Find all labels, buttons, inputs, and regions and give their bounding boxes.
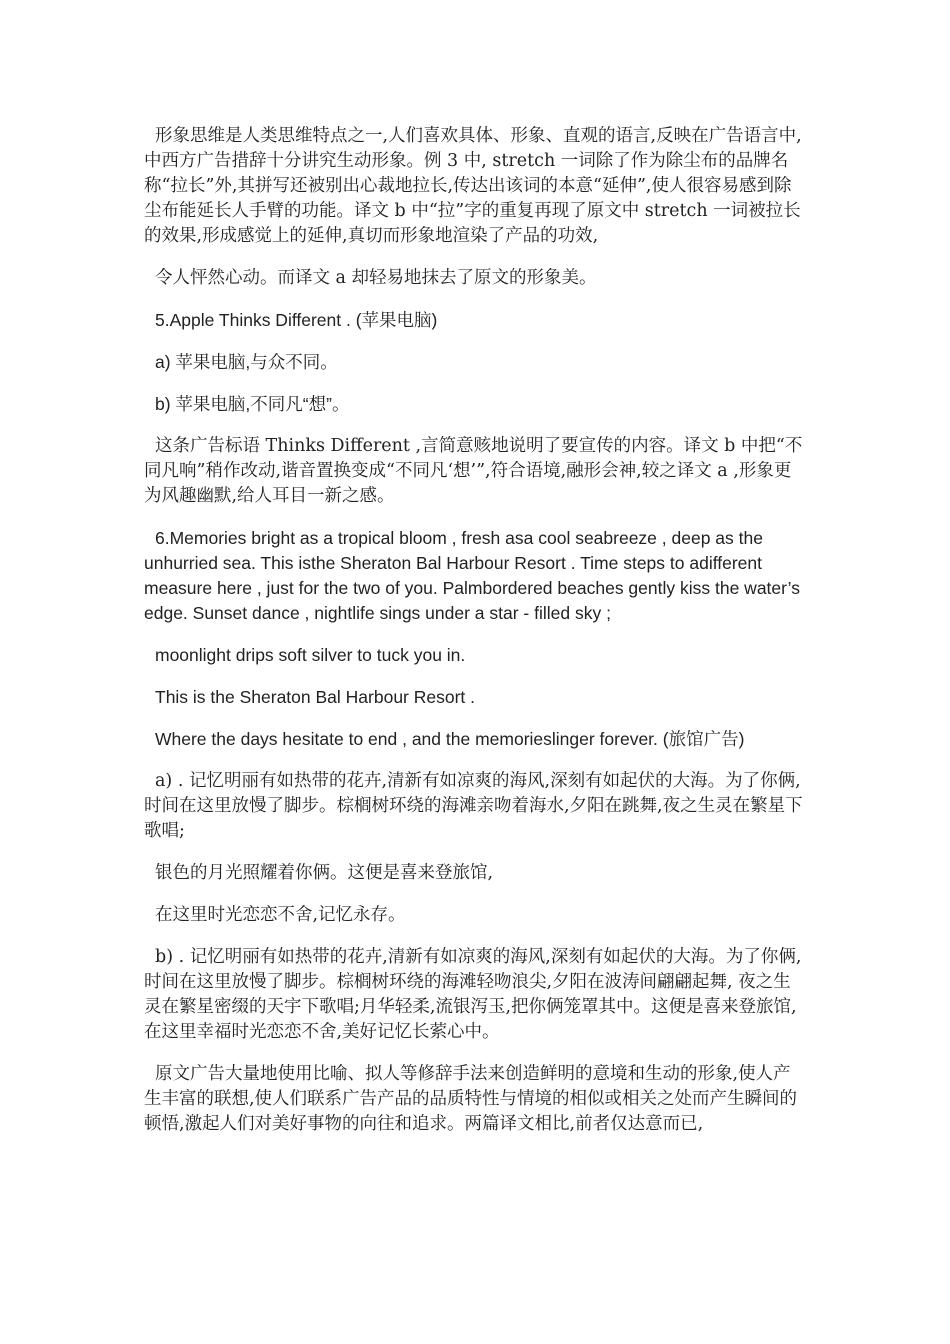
paragraph: 在这里时光恋恋不舍,记忆永存。 xyxy=(155,905,406,925)
paragraph: 令人怦然心动。而译文 a 却轻易地抹去了原文的形象美。 xyxy=(155,268,597,288)
paragraph: 5.Apple Thinks Different . (苹果电脑) xyxy=(155,310,438,330)
paragraph: a) 苹果电脑,与众不同。 xyxy=(155,352,338,372)
paragraph: 形象思维是人类思维特点之一,人们喜欢具体、形象、直观的语言,反映在广告语言中,中西方广告措辞十分讲究生动形象。例 3 中, stretch 一词除了作为除尘布的品牌名称“拉长”外,其拼写还被别出心裁地拉长,传达出该词的本意“延伸”,使人很容易感到除尘布能延长人手臂的功能。译文 b 中“拉”字的重复再现了原文中 stretch 一词被拉长的效果,形成感觉上的延伸,真切而形象地渲染了产品的功效, xyxy=(144,126,802,246)
paragraph: 银色的月光照耀着你俩。这便是喜来登旅馆, xyxy=(155,863,494,883)
paragraph: b) 苹果电脑,不同凡“想”。 xyxy=(155,394,350,414)
paragraph: 这条广告标语 Thinks Different ,言简意赅地说明了要宣传的内容。译文 b 中把“不同凡响”稍作改动,谐音置换变成“不同凡‘想’”,符合语境,融形会神,较之译文 a ,形象更为风趣幽默,给人耳目一新之感。 xyxy=(144,436,803,506)
paragraph: Where the days hesitate to end , and the memorieslinger forever. (旅馆广告) xyxy=(155,729,745,749)
paragraph: 原文广告大量地使用比喻、拟人等修辞手法来创造鲜明的意境和生动的形象,使人产生丰富的联想,使人们联系广告产品的品质特性与情境的相似或相关之处而产生瞬间的顿悟,激起人们对美好事物的向往和追求。两篇译文相比,前者仅达意而已, xyxy=(144,1064,798,1134)
paragraph: This is the Sheraton Bal Harbour Resort . xyxy=(155,687,476,707)
paragraph: b) . 记忆明丽有如热带的花卉,清新有如凉爽的海风,深刻有如起伏的大海。为了你俩,时间在这里放慢了脚步。棕榈树环绕的海滩轻吻浪尖,夕阳在波涛间翩翩起舞, 夜之生灵在繁星密缀的天宇下歌唱;月华轻柔,流银泻玉,把你俩笼罩其中。这便是喜来登旅馆,在这里幸福时光恋恋不舍,美好记忆长萦心中。 xyxy=(144,947,802,1042)
paragraph: moonlight drips soft silver to tuck you in. xyxy=(155,645,466,665)
paragraph: 6.Memories bright as a tropical bloom , fresh asa cool seabreeze , deep as the unhurried sea. This isthe Sheraton Bal Harbour Resort . Time steps to adifferent measure here , just for the two of you. Palmbordered beaches gently kiss the water’s edge. Sunset dance , nightlife sings under a star - filled sky ; xyxy=(144,528,800,623)
paragraph: a) . 记忆明丽有如热带的花卉,清新有如凉爽的海风,深刻有如起伏的大海。为了你俩,时间在这里放慢了脚步。棕榈树环绕的海滩亲吻着海水,夕阳在跳舞,夜之生灵在繁星下歌唱; xyxy=(144,771,803,841)
document-page xyxy=(144,124,808,1154)
